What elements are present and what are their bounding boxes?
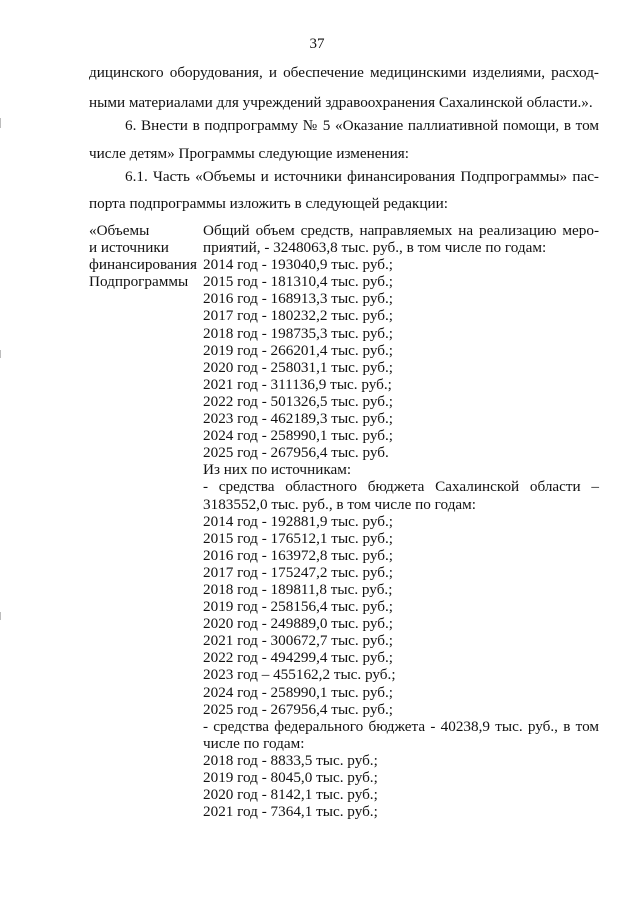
funding-value-line: 3183552,0 тыс. руб., в том числе по годам: bbox=[203, 495, 476, 513]
label-line: «Объемы bbox=[89, 222, 150, 239]
label-line: и источники bbox=[89, 239, 169, 256]
funding-value-line: 2020 год - 258031,1 тыс. руб.; bbox=[203, 358, 394, 376]
funding-value-line: 2023 год - 462189,3 тыс. руб.; bbox=[203, 410, 394, 428]
funding-value-line: 2019 год - 258156,4 тыс. руб.; bbox=[203, 598, 394, 616]
paragraph-line: 6.1. Часть «Объемы и источники финансирования Подпрограммы» пас- bbox=[125, 168, 599, 185]
funding-value-line: 2021 год - 7364,1 тыс. руб.; bbox=[203, 803, 378, 821]
page-number: 37 bbox=[309, 36, 325, 52]
funding-value-line: числе по годам: bbox=[203, 734, 305, 752]
funding-value-line: 2022 год - 501326,5 тыс. руб.; bbox=[203, 392, 394, 410]
funding-value-line: 2023 год – 455162,2 тыс. руб.; bbox=[203, 666, 396, 684]
funding-value-line: 2014 год - 192881,9 тыс. руб.; bbox=[203, 512, 394, 530]
funding-value-line: 2017 год - 175247,2 тыс. руб.; bbox=[203, 563, 394, 581]
funding-value-line: 2015 год - 176512,1 тыс. руб.; bbox=[203, 529, 394, 547]
label-line: Подпрограммы bbox=[89, 273, 189, 290]
funding-value-line: - средства федерального бюджета - 40238,9 тыс. руб., в том bbox=[203, 717, 599, 735]
paragraph-line: порта подпрограммы изложить в следующей редакции: bbox=[89, 195, 448, 212]
paragraph-line: 6. Внести в подпрограмму № 5 «Оказание паллиативной помощи, в том bbox=[125, 117, 599, 134]
funding-values bbox=[203, 222, 599, 820]
funding-value-line: 2021 год - 300672,7 тыс. руб.; bbox=[203, 632, 394, 650]
paragraph-continuation bbox=[89, 64, 599, 124]
funding-value-line: 2018 год - 189811,8 тыс. руб.; bbox=[203, 580, 393, 598]
funding-value-line: 2017 год - 180232,2 тыс. руб.; bbox=[203, 307, 394, 325]
paragraph-line: дицинского оборудования, и обеспечение медицинскими изделиями, расход- bbox=[89, 64, 599, 81]
funding-value-line: 2019 год - 8045,0 тыс. руб.; bbox=[203, 769, 378, 786]
funding-value-line: 2018 год - 8833,5 тыс. руб.; bbox=[203, 751, 378, 769]
funding-value-line: 2018 год - 198735,3 тыс. руб.; bbox=[203, 324, 394, 342]
funding-value-line: 2020 год - 8142,1 тыс. руб.; bbox=[203, 786, 378, 804]
funding-value-line: 2025 год - 267956,4 тыс. руб. bbox=[203, 444, 389, 462]
funding-value-line: 2021 год - 311136,9 тыс. руб.; bbox=[203, 375, 392, 393]
funding-value-line: 2019 год - 266201,4 тыс. руб.; bbox=[203, 341, 394, 359]
funding-value-line: - средства областного бюджета Сахалинской области – bbox=[203, 478, 599, 496]
funding-value-line: приятий, - 3248063,8 тыс. руб., в том числе по годам: bbox=[203, 239, 547, 257]
paragraph-line: числе детям» Программы следующие изменения: bbox=[89, 145, 409, 162]
funding-label bbox=[89, 222, 201, 290]
paragraph-item-6-1 bbox=[89, 168, 599, 222]
paragraph-item-6 bbox=[89, 117, 599, 173]
funding-value-line: 2020 год - 249889,0 тыс. руб.; bbox=[203, 615, 394, 633]
scan-margin-mark bbox=[0, 118, 1, 128]
funding-value-line: Общий объем средств, направляемых на реализацию меро- bbox=[203, 222, 599, 239]
funding-value-line: 2016 год - 163972,8 тыс. руб.; bbox=[203, 546, 394, 564]
paragraph-line: ными материалами для учреждений здравоохранения Сахалинской области.». bbox=[89, 94, 593, 111]
funding-value-line: 2015 год - 181310,4 тыс. руб.; bbox=[203, 273, 394, 291]
funding-value-line: 2016 год - 168913,3 тыс. руб.; bbox=[203, 290, 394, 308]
funding-value-line: 2025 год - 267956,4 тыс. руб.; bbox=[203, 700, 394, 718]
funding-value-line: 2024 год - 258990,1 тыс. руб.; bbox=[203, 427, 394, 445]
funding-value-line: 2014 год - 193040,9 тыс. руб.; bbox=[203, 256, 394, 274]
scan-margin-mark bbox=[0, 350, 1, 358]
funding-value-line: 2024 год - 258990,1 тыс. руб.; bbox=[203, 683, 394, 701]
label-line: финансирования bbox=[89, 256, 197, 273]
funding-value-line: Из них по источникам: bbox=[203, 461, 352, 479]
funding-value-line: 2022 год - 494299,4 тыс. руб.; bbox=[203, 649, 394, 667]
scan-margin-mark bbox=[0, 612, 1, 620]
